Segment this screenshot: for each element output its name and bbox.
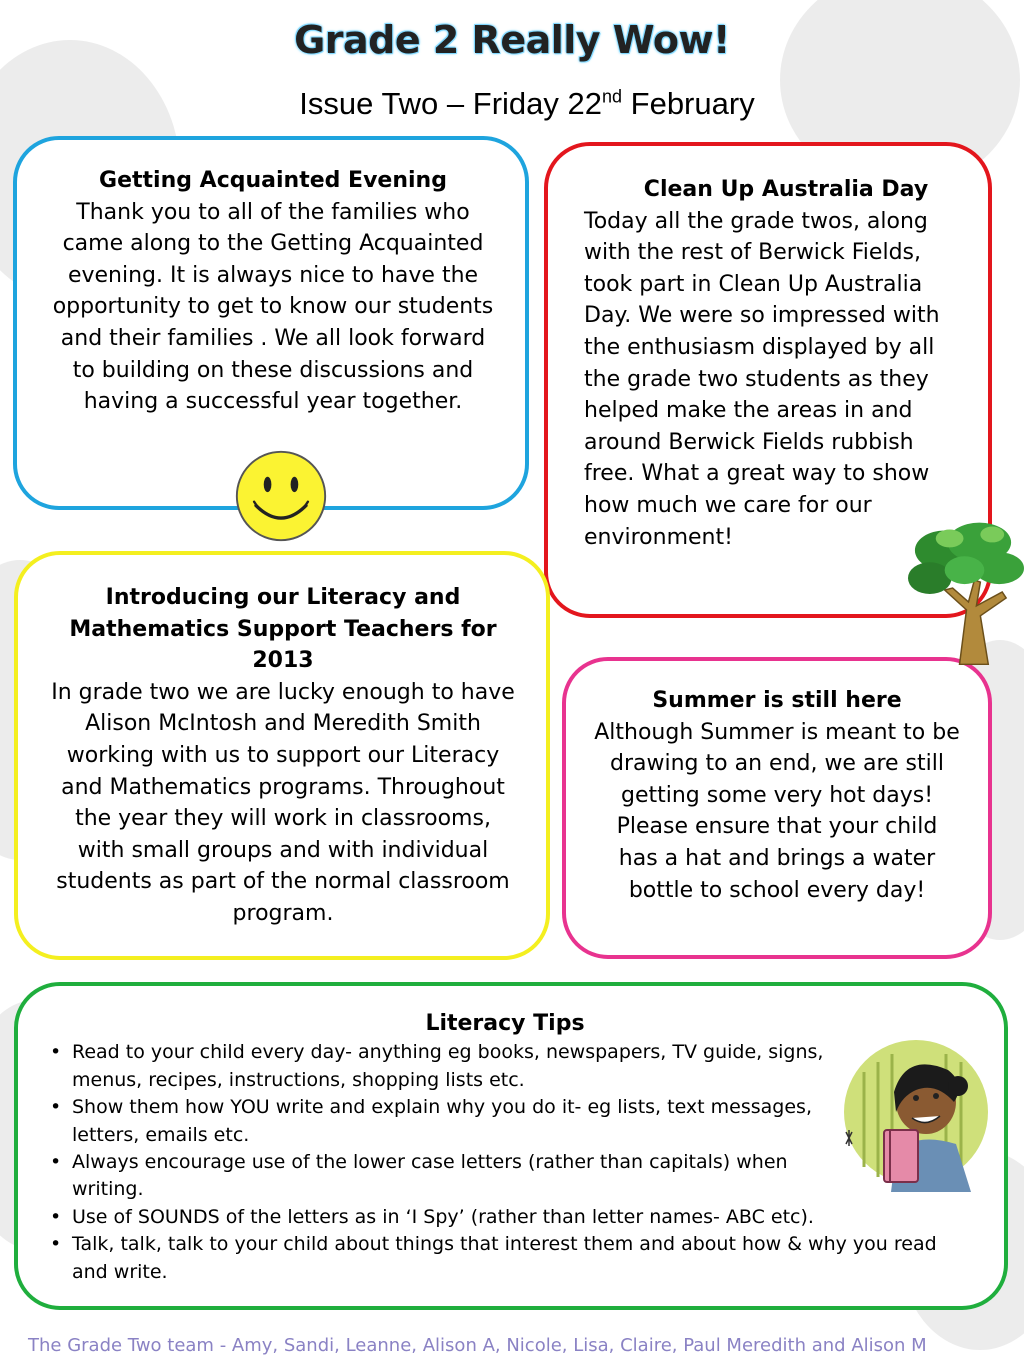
acquainted-body: Thank you to all of the families who came along to the Getting Acquainted evening. It is always nice to have the opportunity to get to know our students and their families . We all look forward to building on these discussions and having a successful year together. — [52, 199, 494, 415]
cleanup-body: Today all the grade twos, along with the rest of Berwick Fields, took part in Clean Up Australia Day. We were so impressed with the enthusiasm displayed by all the grade two students as they helped make the areas in and around Berwick Fields rubbish free. What a great way to show how much we care for our environment! — [584, 208, 940, 550]
issue-line — [0, 86, 1024, 122]
team-footer: The Grade Two team - Amy, Sandi, Leanne, Alison A, Nicole, Lisa, Claire, Paul Meredith and Alison M — [28, 1335, 927, 1356]
issue-prefix: Issue Two – Friday 22 — [299, 86, 602, 121]
literacy-tips-list — [46, 1039, 964, 1286]
acquainted-heading: Getting Acquainted Evening — [99, 168, 447, 193]
list-item: • Use of SOUNDS of the letters as in ‘I Spy’ (rather than letter names- ABC etc). — [46, 1204, 964, 1231]
issue-month: February — [622, 86, 755, 121]
list-item: • Always encourage use of the lower case letters (rather than capitals) when writing. — [46, 1149, 852, 1204]
summer-box — [562, 657, 992, 959]
tree-icon — [905, 520, 1024, 665]
support-teachers-body: In grade two we are lucky enough to have Alison McIntosh and Meredith Smith working with us to support our Literacy and Mathematics programs. Throughout the year they will work in classrooms, with small groups and with individual students as part of the normal classroom program. — [51, 679, 515, 926]
list-item: • Talk, talk, talk to your child about things that interest them and about how & why you read and write. — [46, 1231, 964, 1286]
support-teachers-heading: Introducing our Literacy and Mathematics Support Teachers for 2013 — [69, 585, 497, 674]
summer-heading: Summer is still here — [652, 688, 902, 713]
literacy-tips-heading: Literacy Tips — [425, 1011, 585, 1036]
girl-reading-icon — [836, 1032, 996, 1192]
newsletter-title: Grade 2 Really Wow! — [294, 18, 730, 62]
list-item: • Read to your child every day- anything eg books, newspapers, TV guide, signs, menus, recipes, instructions, shopping lists etc. — [46, 1039, 852, 1094]
smiley-face-icon — [233, 448, 329, 544]
support-teachers-box — [14, 551, 550, 960]
list-item: • Show them how YOU write and explain why you do it- eg lists, text messages, letters, emails etc. — [46, 1094, 852, 1149]
issue-ordinal: nd — [602, 86, 623, 107]
summer-body: Although Summer is meant to be drawing to an end, we are still getting some very hot days! Please ensure that your child has a hat and brings a water bottle to school every day! — [594, 719, 960, 903]
cleanup-heading: Clean Up Australia Day — [643, 177, 929, 202]
